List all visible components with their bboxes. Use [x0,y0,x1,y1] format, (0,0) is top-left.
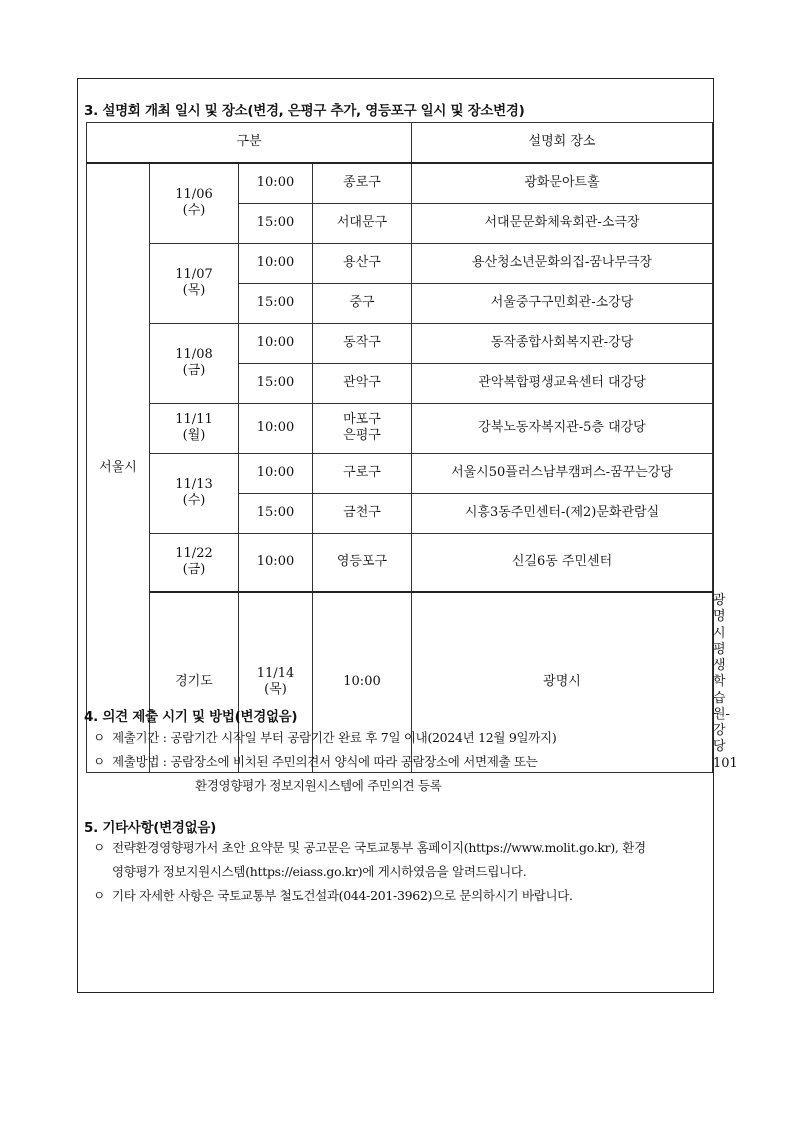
table-row [87,533,713,592]
document-frame [77,78,738,993]
date-cell: 11/22 (금) [150,533,239,592]
time-cell: 15:00 [239,493,313,533]
district-cell: 중구 [313,283,412,323]
time-cell: 10:00 [239,243,313,283]
list-item: ㅇ 전략환경영향평가서 초안 요약문 및 공고문은 국토교통부 홈페이지(https://www.molit.go.kr), 환경 영향평가 정보지원시스템(https://eiass.go.kr)에 게시하였음을 알려드립니다. [92,836,707,884]
venue-cell: 서울중구구민회관-소강당 [412,283,713,323]
time-cell: 15:00 [239,203,313,243]
bullet-icon: ㅇ [93,840,105,855]
date-cell: 11/14 (목) [239,592,313,772]
table-row [87,243,713,283]
header-category: 구분 [87,123,412,164]
schedule-table [86,122,738,773]
time-cell: 10:00 [239,323,313,363]
district-cell: 종로구 [313,163,412,203]
section-4-list [92,726,707,798]
district-cell: 관악구 [313,363,412,403]
date-cell: 11/06 (수) [150,163,239,243]
bullet-icon: ㅇ [93,754,105,769]
time-cell: 15:00 [239,363,313,403]
time-cell: 10:00 [239,163,313,203]
date-cell: 11/13 (수) [150,453,239,533]
date-cell: 11/07 (목) [150,243,239,323]
date-cell: 11/08 (금) [150,323,239,403]
section-3-title: 3. 설명회 개최 일시 및 장소(변경, 은평구 추가, 영등포구 일시 및 장소변경) [84,103,525,119]
venue-cell: 강북노동자복지관-5층 대강당 [412,403,713,453]
table-row [87,163,713,203]
list-item: ㅇ 제출방법 : 공람장소에 비치된 주민의견서 양식에 따라 공람장소에 서면제출 또는 [92,750,707,774]
venue-cell: 시흥3동주민센터-(제2)문화관람실 [412,493,713,533]
district-cell: 서대문구 [313,203,412,243]
venue-cell: 서울시50플러스남부캠퍼스-꿈꾸는강당 [412,453,713,493]
venue-cell: 신길6동 주민센터 [412,533,713,592]
section-5-title: 5. 기타사항(변경없음) [84,820,216,836]
table-row [87,323,713,363]
district-cell: 용산구 [313,243,412,283]
district-cell: 영등포구 [313,533,412,592]
time-cell: 10:00 [313,592,412,772]
table-row [87,453,713,493]
venue-cell: 광화문아트홀 [412,163,713,203]
region-cell: 경기도 [150,592,239,772]
time-cell: 10:00 [239,533,313,592]
district-cell: 금천구 [313,493,412,533]
list-item-continuation: 환경영향평가 정보지원시스템에 주민의견 등록 [195,778,442,793]
venue-cell: 관악복합평생교육센터 대강당 [412,363,713,403]
district-cell: 구로구 [313,453,412,493]
venue-cell: 서대문문화체육회관-소극장 [412,203,713,243]
time-cell: 10:00 [239,403,313,453]
section-5-list [92,836,707,908]
time-cell: 10:00 [239,453,313,493]
table-row: 경기도 11/14 (목) 10:00 광명시 광명시 평생학습원-강당101 [87,592,713,772]
header-venue: 설명회 장소 [412,123,713,164]
district-cell: 동작구 [313,323,412,363]
bullet-icon: ㅇ [93,730,105,745]
venue-cell: 동작종합사회복지관-강당 [412,323,713,363]
district-cell: 광명시 [412,592,713,772]
bullet-icon: ㅇ [93,888,105,903]
district-cell: 마포구 은평구 [313,403,412,453]
section-4-title: 4. 의견 제출 시기 및 방법(변경없음) [84,709,298,725]
list-item: ㅇ 제출기간 : 공람기간 시작일 부터 공람기간 완료 후 7일 이내(2024년 12월 9일까지) [92,726,707,750]
table-row [87,403,713,453]
venue-cell: 용산청소년문화의집-꿈나무극장 [412,243,713,283]
time-cell: 15:00 [239,283,313,323]
list-item: ㅇ 기타 자세한 사항은 국토교통부 철도건설과(044-201-3962)으로 문의하시기 바랍니다. [92,884,707,908]
region-cell: 서울시 [87,163,150,772]
date-cell: 11/11 (월) [150,403,239,453]
